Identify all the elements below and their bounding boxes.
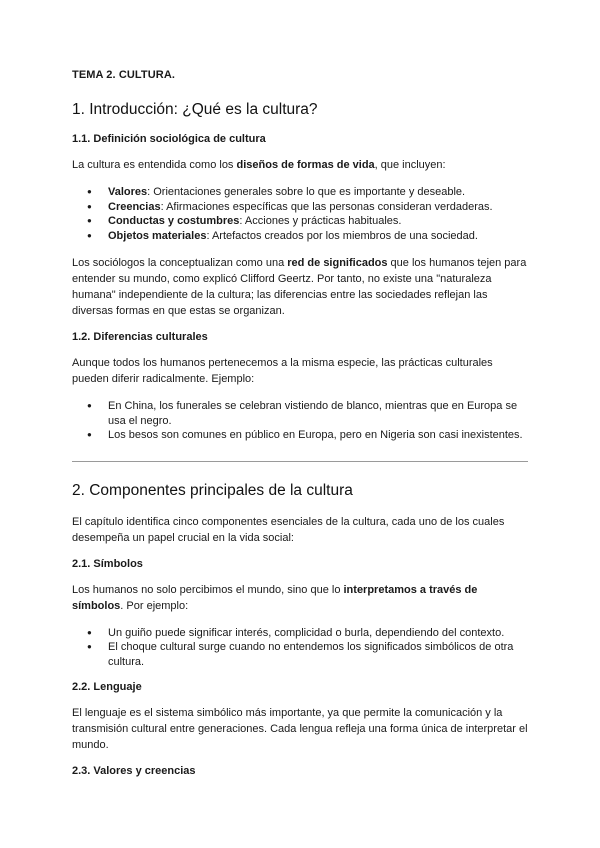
document-title: TEMA 2. CULTURA. [72,69,176,81]
section-1-1-heading: 1.1. Definición sociológica de cultura [72,133,266,145]
list-item: ● El choque cultural surge cuando no entendemos los significados simbólicos de otra cultura. [108,640,528,669]
list-item-objetos: ● Objetos materiales: Artefactos creados por los miembros de una sociedad. [108,229,528,244]
section-1-1-intro: La cultura es entendida como los diseños de formas de vida, que incluyen: [72,159,446,171]
list-item-conductas: ● Conductas y costumbres: Acciones y prácticas habituales. [108,214,528,229]
section-2-3-heading: 2.3. Valores y creencias [72,765,196,777]
section-2-1-heading: 2.1. Símbolos [72,557,143,570]
section-1-heading: 1. Introducción: ¿Qué es la cultura? [72,101,318,118]
list-item: ● En China, los funerales se celebran vistiendo de blanco, mientras que en Europa se usa el negro. [108,399,528,428]
culture-elements-list [72,185,528,243]
section-2-heading: 2. Componentes principales de la cultura [72,481,353,499]
section-divider [72,461,528,462]
section-2-1-paragraph: Los humanos no solo percibimos el mundo, sino que lo interpretamos a través de símbolos. Por ejemplo: [72,583,478,612]
section-1-2-paragraph: Aunque todos los humanos pertenecemos a la misma especie, las prácticas culturales pueden diferir radicalmente. Ejemplo: [72,357,493,385]
section-2-2-paragraph: El lenguaje es el sistema simbólico más importante, ya que permite la comunicación y la transmisión cultural entre generaciones. Cada lengua refleja una forma única de interpretar el mundo. [72,707,528,751]
list-item-valores: ● Valores: Orientaciones generales sobre lo que es importante y deseable. [108,185,528,200]
section-2-2-heading: 2.2. Lenguaje [72,681,142,693]
list-item-creencias: ● Creencias: Afirmaciones específicas que las personas consideran verdaderas. [108,200,528,215]
section-2-paragraph: El capítulo identifica cinco componentes esenciales de la cultura, cada uno de los cuales desempeña un papel crucial en la vida social: [72,515,505,544]
list-item: ● Los besos son comunes en público en Europa, pero en Nigeria son casi inexistentes. [108,428,528,443]
symbols-list [72,626,528,670]
section-1-1-paragraph: Los sociólogos la conceptualizan como una red de significados que los humanos tejen para entender su mundo, como explicó Clifford Geertz. Por tanto, no existe una "naturaleza humana" independiente de la cultura; las diferencias entre las sociedades reflejan las diversas formas en que estas se organizan. [72,257,527,317]
section-1-2-heading: 1.2. Diferencias culturales [72,331,208,343]
cultural-differences-list [72,399,528,443]
list-item: ● Un guiño puede significar interés, complicidad o burla, dependiendo del contexto. [108,626,528,641]
